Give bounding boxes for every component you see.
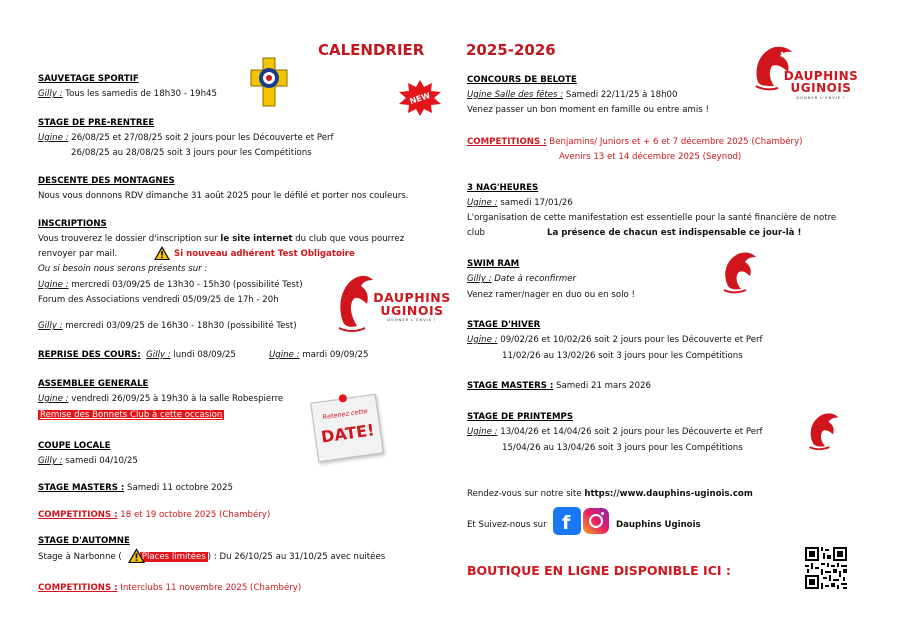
- assemblee-highlight: Remise des Bonnets Club à cette occasion: [40, 410, 223, 420]
- lifesaving-badge-icon: [249, 56, 289, 111]
- inscriptions-line2: renvoyer par mail.: [38, 249, 118, 259]
- competitions2-line: COMPETITIONS : Interclubs 11 novembre 2025 (Chambéry): [38, 583, 302, 593]
- save-the-date-line1: Retenez cette: [322, 407, 369, 422]
- instagram-icon[interactable]: [583, 508, 609, 534]
- descente-heading: DESCENTE DES MONTAGNES: [38, 176, 175, 186]
- sauvetage-line: Gilly : Tous les samedis de 18h30 - 19h45: [38, 89, 217, 99]
- warning-icon: [154, 246, 170, 263]
- assemblee-line: Ugine : vendredi 26/09/25 à 19h30 à la salle Robespierre: [38, 394, 284, 404]
- new-badge-label: NEW: [408, 90, 432, 107]
- save-the-date-note: [310, 394, 384, 463]
- inscriptions-line1: Vous trouverez le dossier d'inscription sur le site internet du club que vous pourrez: [38, 234, 405, 244]
- swim-line1: Gilly : Date à reconfirmer: [467, 274, 577, 284]
- nag-line3-emphasis: La présence de chacun est indispensable ce jour-là !: [547, 228, 802, 238]
- swim-line2: Venez ramer/nager en duo ou en solo !: [467, 290, 635, 300]
- site-line: Rendez-vous sur notre site https://www.dauphins-uginois.com: [467, 489, 753, 499]
- site-internet-link[interactable]: le site internet: [220, 234, 293, 244]
- reprise-line: REPRISE DES COURS: Gilly : lundi 08/09/25: [38, 350, 236, 360]
- belote-line2: Venez passer un bon moment en famille ou entre amis !: [467, 105, 709, 115]
- descente-text: Nous vous donnons RDV dimanche 31 août 2025 pour le défilé et porter nos couleurs.: [38, 191, 409, 201]
- pin-icon: [338, 394, 347, 403]
- masters-right-line: STAGE MASTERS : Samedi 21 mars 2026: [467, 381, 651, 391]
- page-title-left: CALENDRIER: [318, 41, 425, 59]
- competitions1-line: COMPETITIONS : 18 et 19 octobre 2025 (Chambéry): [38, 510, 271, 520]
- hiver-line1: Ugine : 09/02/26 et 10/02/26 soit 2 jours pour les Découverte et Perf: [467, 335, 763, 345]
- printemps-line2: 15/04/26 au 13/04/26 soit 3 jours pour les Compétitions: [502, 443, 743, 453]
- competitions-right-line2: Avenirs 13 et 14 décembre 2025 (Seynod): [559, 152, 742, 162]
- inscriptions-warning: Si nouveau adhérent Test Obligatoire: [174, 249, 355, 259]
- printemps-line1: Ugine : 13/04/26 et 14/04/26 soit 2 jours pour les Découverte et Perf: [467, 427, 763, 437]
- logo-name-line2: UGINOIS: [790, 81, 852, 95]
- dolphin-icon: [806, 406, 842, 457]
- logo-name-line2: UGINOIS: [380, 303, 444, 318]
- sauvetage-heading: SAUVETAGE SPORTIF: [38, 74, 139, 84]
- inscriptions-line6: Gilly : mercredi 03/09/25 de 16h30 - 18h30 (possibilité Test): [38, 321, 297, 331]
- site-url-link[interactable]: https://www.dauphins-uginois.com: [584, 489, 753, 499]
- facebook-icon[interactable]: f: [553, 507, 581, 535]
- nag-line2: L'organisation de cette manifestation est essentielle pour la santé financière de notre: [467, 213, 837, 223]
- dolphin-icon: [720, 248, 760, 297]
- logo-tagline: DONNER L'ENVIE !: [796, 96, 846, 100]
- nag-line1: Ugine : samedi 17/01/26: [467, 198, 573, 208]
- logo-tagline: DONNER L'ENVIE !: [387, 318, 437, 322]
- club-logo-top: [752, 42, 862, 112]
- nag-heading: 3 NAG'HEURES: [467, 183, 539, 193]
- reprise-line-ugine: Ugine : mardi 09/09/25: [269, 350, 369, 360]
- assemblee-heading: ASSEMBLEE GENERALE: [38, 379, 149, 389]
- masters-left-line: STAGE MASTERS : Samedi 11 octobre 2025: [38, 483, 233, 493]
- nag-line3-club: club: [467, 228, 486, 238]
- new-badge: [398, 80, 442, 119]
- belote-line1: Ugine Salle des fêtes : Samedi 22/11/25 à 18h00: [467, 90, 678, 100]
- page-title-right: 2025-2026: [466, 41, 556, 59]
- automne-heading: STAGE D'AUTOMNE: [38, 536, 130, 546]
- coupe-line: Gilly : samedi 04/10/25: [38, 456, 138, 466]
- inscriptions-line3: Ou si besoin nous serons présents sur :: [38, 264, 208, 274]
- belote-heading: CONCOURS DE BELOTE: [467, 75, 577, 85]
- save-the-date-line2: DATE!: [319, 420, 376, 447]
- inscriptions-line4: Ugine : mercredi 03/09/25 de 13h30 - 15h30 (possibilité Test): [38, 280, 303, 290]
- inscriptions-heading: INSCRIPTIONS: [38, 219, 107, 229]
- competitions-right-line1: COMPETITIONS : Benjamins/ Juniors et + 6 et 7 décembre 2025 (Chambéry): [467, 137, 803, 147]
- logo-name-line1: DAUPHINS: [373, 290, 451, 305]
- qr-code-icon[interactable]: [803, 545, 849, 591]
- boutique-text: BOUTIQUE EN LIGNE DISPONIBLE ICI :: [467, 563, 731, 578]
- hiver-heading: STAGE D'HIVER: [467, 320, 541, 330]
- pre-rentree-line2: 26/08/25 au 28/08/25 soit 3 jours pour les Compétitions: [71, 148, 312, 158]
- pre-rentree-line1: Ugine : 26/08/25 et 27/08/25 soit 2 jours pour les Découverte et Perf: [38, 133, 334, 143]
- swim-heading: SWIM RAM: [467, 259, 520, 269]
- inscriptions-line5: Forum des Associations vendredi 05/09/25 de 17h - 20h: [38, 295, 279, 305]
- hiver-line2: 11/02/26 au 13/02/26 soit 3 jours pour les Compétitions: [502, 351, 743, 361]
- coupe-heading: COUPE LOCALE: [38, 441, 111, 451]
- club-logo-middle: [335, 270, 455, 340]
- logo-name-line1: DAUPHINS: [783, 69, 859, 83]
- warning-icon: [128, 548, 145, 566]
- pre-rentree-heading: STAGE DE PRE-RENTREE: [38, 118, 155, 128]
- automne-line: Stage à Narbonne ( Places limitées ) : Du 26/10/25 au 31/10/25 avec nuitées: [38, 552, 386, 562]
- social-text: Et Suivez-nous sur: [467, 520, 547, 530]
- printemps-heading: STAGE DE PRINTEMPS: [467, 412, 574, 422]
- social-name: Dauphins Uginois: [616, 520, 701, 530]
